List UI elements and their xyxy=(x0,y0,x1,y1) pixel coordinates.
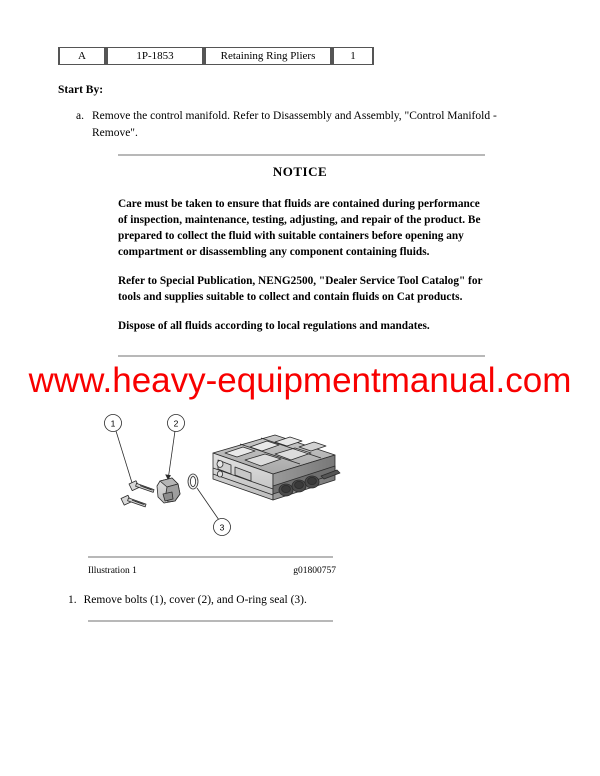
start-by-item-text: Remove the control manifold. Refer to Disassembly and Assembly, "Control Manifold - Remove". xyxy=(91,110,497,139)
notice-body xyxy=(118,196,490,334)
notice-bottom-divider xyxy=(118,355,485,357)
tool-part-number-cell xyxy=(106,47,204,65)
tool-letter-cell xyxy=(58,47,106,65)
notice-paragraph-2: Refer to Special Publication, NENG2500, "Dealer Service Tool Catalog" for tools and supplies suitable to collect and contain fluids on Cat products. xyxy=(118,275,483,304)
procedure-step-1-text: Remove bolts (1), cover (2), and O-ring seal (3). xyxy=(83,594,307,606)
procedure-step-1-marker: 1. xyxy=(68,594,77,606)
notice-paragraph-3: Dispose of all fluids according to local regulations and mandates. xyxy=(118,320,430,333)
oring-seal-part xyxy=(188,474,198,489)
exploded-view-illustration xyxy=(85,408,355,553)
callout-1-marker xyxy=(105,415,134,487)
tool-part-number-value: 1P-1853 xyxy=(136,50,174,62)
tool-letter-value: A xyxy=(78,50,86,62)
illustration-caption-label: Illustration 1 xyxy=(88,566,137,576)
svg-text:2: 2 xyxy=(173,418,179,429)
notice-top-divider xyxy=(118,154,485,156)
procedure-step-1 xyxy=(68,594,368,606)
notice-paragraph-1: Care must be taken to ensure that fluids are contained during performance of inspection, maintenance, testing, adjusting, and repair of the product. Be prepared to collect the fluid with suitable containers before opening any compartment or disassembling any component containing fluids. xyxy=(118,198,481,259)
tool-reference-table xyxy=(58,47,374,65)
notice-title: NOTICE xyxy=(272,164,328,179)
start-by-item-marker: a. xyxy=(76,110,84,122)
bolt-part-upper xyxy=(129,481,154,493)
footer-divider xyxy=(88,620,333,622)
svg-text:1: 1 xyxy=(110,418,116,429)
svg-text:3: 3 xyxy=(219,522,225,533)
illustration-caption xyxy=(88,566,336,576)
caption-top-divider xyxy=(88,556,333,558)
tool-quantity-value: 1 xyxy=(350,50,356,62)
bolt-part-lower xyxy=(121,495,146,507)
tool-quantity-cell xyxy=(332,47,374,65)
tool-description-cell xyxy=(204,47,332,65)
start-by-item xyxy=(76,108,536,141)
tool-description-value: Retaining Ring Pliers xyxy=(220,50,316,62)
callout-3-marker xyxy=(197,488,231,536)
watermark-text: www.heavy-equipmentmanual.com xyxy=(28,361,572,400)
table-row xyxy=(58,47,374,65)
start-by-heading: Start By: xyxy=(58,84,104,96)
illustration-caption-id: g01800757 xyxy=(293,566,336,576)
callout-2-marker xyxy=(165,415,184,481)
control-manifold-block xyxy=(213,435,340,500)
cover-part xyxy=(157,478,180,503)
